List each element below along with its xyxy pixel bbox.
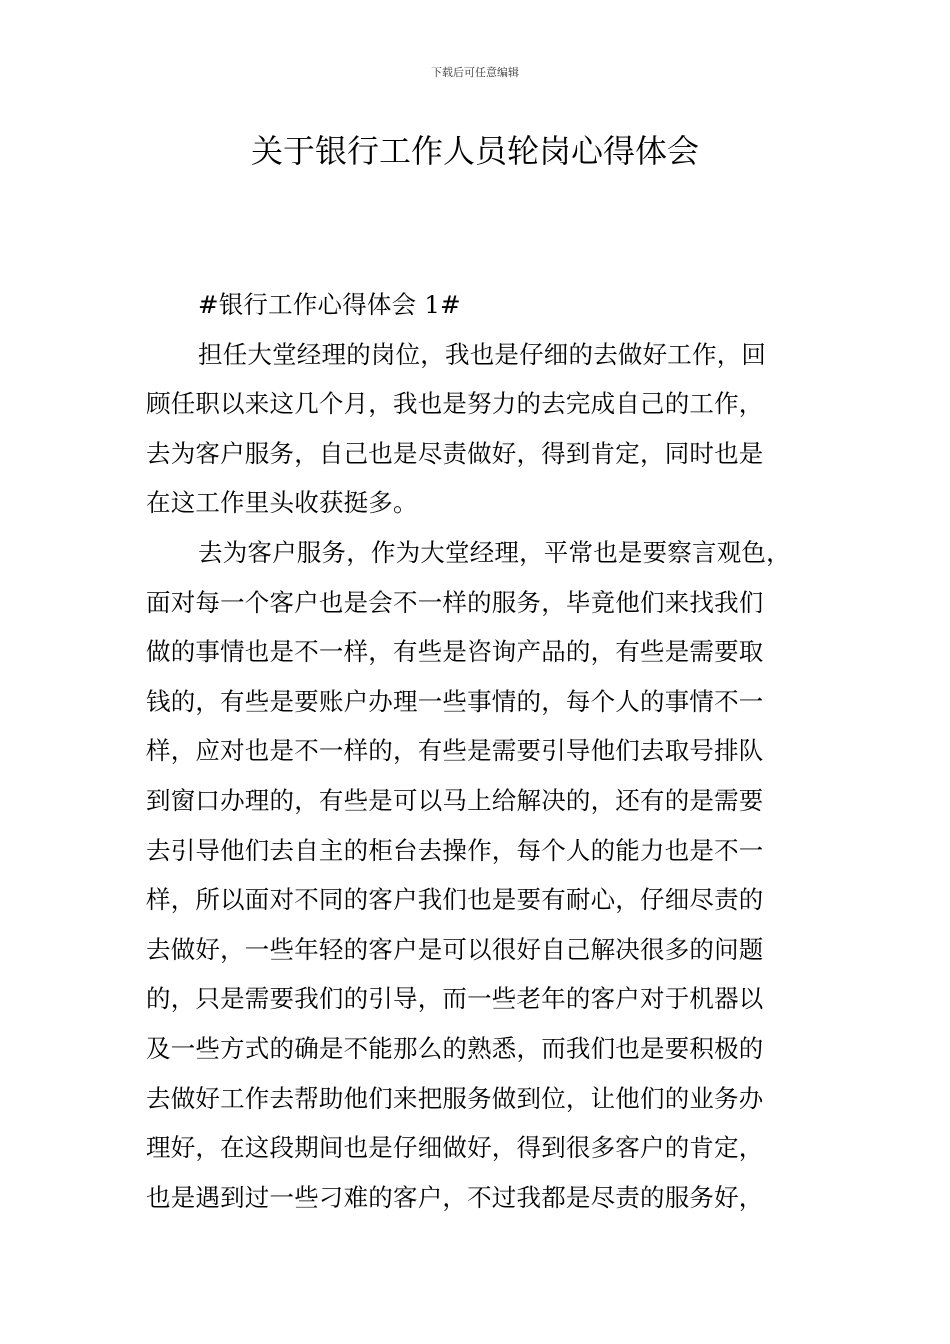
text-line: 到窗口办理的，有些是可以马上给解决的，还有的是需要: [146, 785, 764, 815]
text-line: 去为客户服务，自己也是尽责做好，得到肯定，同时也是: [146, 438, 764, 468]
text-line: 去为客户服务，作为大堂经理，平常也是要察言观色，: [198, 537, 791, 567]
text-line: 理好，在这段期间也是仔细做好，得到很多客户的肯定，: [146, 1133, 764, 1163]
text-line: 面对每一个客户也是会不一样的服务，毕竟他们来找我们: [146, 587, 764, 617]
text-line: 去做好，一些年轻的客户是可以很好自己解决很多的问题: [146, 934, 764, 964]
text-line: 钱的，有些是要账户办理一些事情的，每个人的事情不一: [146, 686, 764, 716]
text-line: 及一些方式的确是不能那么的熟悉，而我们也是要积极的: [146, 1033, 764, 1063]
text-line: 样，所以面对不同的客户我们也是要有耐心，仔细尽责的: [146, 885, 764, 915]
header-note: 下载后可任意编辑: [431, 66, 519, 79]
text-line: 在这工作里头收获挺多。: [146, 488, 418, 518]
document-body: [146, 280, 816, 1222]
text-line: 样，应对也是不一样的，有些是需要引导他们去取号排队: [146, 736, 764, 766]
text-line: 去做好工作去帮助他们来把服务做到位，让他们的业务办: [146, 1083, 764, 1113]
text-line: 顾任职以来这几个月，我也是努力的去完成自己的工作，: [146, 389, 764, 419]
text-line: 的，只是需要我们的引导，而一些老年的客户对于机器以: [146, 984, 764, 1014]
text-line: 也是遇到过一些刁难的客户，不过我都是尽责的服务好，: [146, 1182, 764, 1212]
document-title: 关于银行工作人员轮岗心得体会: [250, 132, 699, 170]
text-line: 担任大堂经理的岗位，我也是仔细的去做好工作，回: [198, 339, 767, 369]
text-line: 去引导他们去自主的柜台去操作，每个人的能力也是不一: [146, 835, 764, 865]
text-line: 做的事情也是不一样，有些是咨询产品的，有些是需要取: [146, 637, 764, 667]
section-heading: #银行工作心得体会 1#: [198, 290, 461, 319]
